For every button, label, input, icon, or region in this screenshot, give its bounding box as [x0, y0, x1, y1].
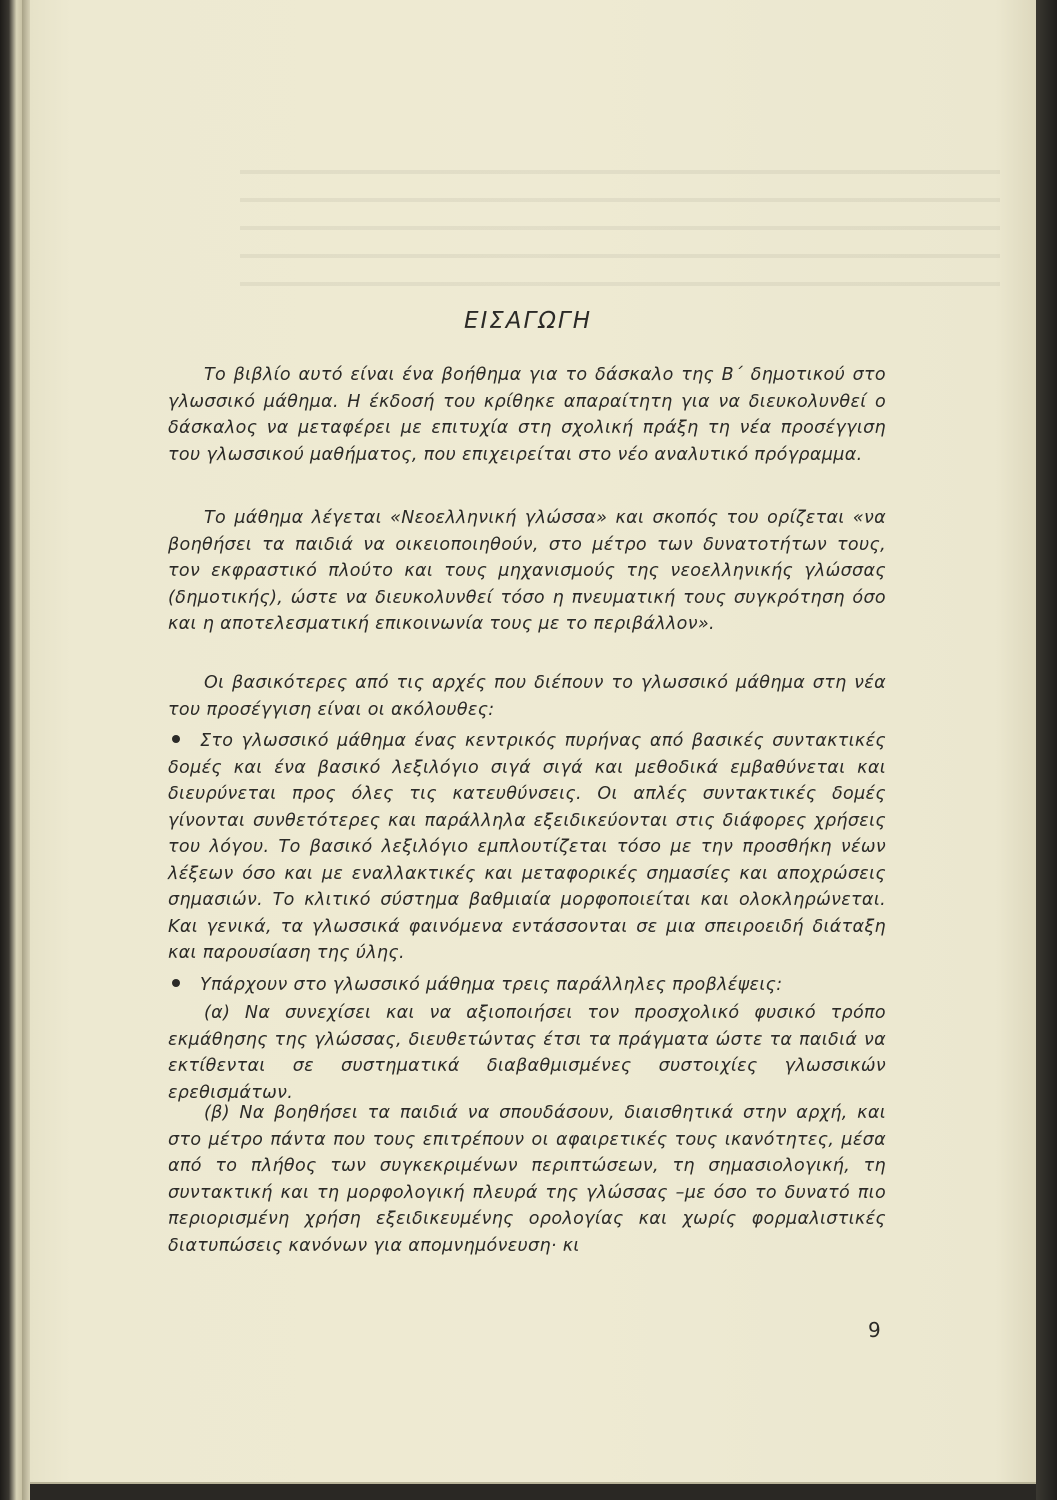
- paragraph-intro: Το βιβλίο αυτό είναι ένα βοήθημα για το δάσκαλο της Β΄ δημοτικού στο γλωσσικό μάθημα. Η έκδοσή του κρίθηκε απαραίτητη για να διευκολυνθεί ο δάσκαλος να μεταφέρει με επιτυχία στη σχολική πράξη τη νέα προσέγγιση του γλωσσικού μαθήματος, που επιχειρείται στο νέο αναλυτικό πρόγραμμα.: [168, 365, 886, 465]
- paragraph-aim: Το μάθημα λέγεται «Νεοελληνική γλώσσα» και σκοπός του ορίζεται «να βοηθήσει τα παιδιά να οικειοποιηθούν, στο μέτρο των δυνατοτήτων τους, τον εκφραστικό πλούτο και τους μηχανισμούς της νεοελληνικής γλώσσας (δημοτικής), ώστε να διευκολυνθεί τόσο η πνευματική τους συγκρότηση όσο και η αποτελεσματική επικοινωνία τους με το περιβάλλον».: [168, 508, 886, 634]
- paragraph-sub-b: (β) Να βοηθήσει τα παιδιά να σπουδάσουν, διαισθητικά στην αρχή, και στο μέτρο πάντα που τους επιτρέπουν οι αφαιρετικές τους ικανότητες, μέσα από το πλήθος των συγκεκριμένων περιπτώσεων, τη σημασιολογική, τη συντακτική και τη μορφολογική πλευρά της γλώσσας –με όσο το δυνατό πιο περιορισμένη χρήση εξειδικευμένης ορολογίας και χωρίς φορμαλιστικές διατυπώσεις κανόνων για απομνημόνευση· κι: [168, 1103, 886, 1256]
- bullet-text: Υπάρχουν στο γλωσσικό μάθημα τρεις παράλληλες προβλέψεις:: [200, 975, 783, 995]
- paragraph-principles: Οι βασικότερες από τις αρχές που διέπουν το γλωσσικό μάθημα στη νέα του προσέγγιση είναι οι ακόλουθες:: [168, 673, 886, 720]
- bullet-icon: [172, 979, 180, 987]
- bullet-icon: [172, 735, 180, 743]
- book-gutter: [22, 0, 30, 1500]
- bullet-text: Στο γλωσσικό μάθημα ένας κεντρικός πυρήνας από βασικές συντακτικές δομές και ένα βασικό λεξιλόγιο σιγά σιγά και μεθοδικά εμβαθύνεται και διευρύνεται προς όλες τις κατευθύνσεις. Οι απλές συντακτικές δομές γίνονται συνθετότερες και παράλληλα εξειδικεύονται στις διάφορες χρήσεις του λόγου. Το βασικό λεξιλόγιο εμπλουτίζεται τόσο με την προσθήκη νέων λέξεων όσο και με εναλλακτικές και μεταφορικές σημασίες και αποχρώσεις σημασιών. Το κλιτικό σύστημα βαθμιαία μορφοποιείται και ολοκληρώνεται. Και γενικά, τα γλωσσικά φαινόμενα εντάσσονται σε μια σπειροειδή διάταξη και παρουσίαση της ύλης.: [168, 731, 886, 963]
- page-number: 9: [868, 1318, 881, 1342]
- list-item: [168, 972, 886, 999]
- bleed-through-text: [240, 150, 1000, 310]
- page-title: ΕΙΣΑΓΩΓΗ: [463, 308, 593, 334]
- paragraph-sub-a: (α) Να συνεχίσει και να αξιοποιήσει τον προσχολικό φυσικό τρόπο εκμάθησης της γλώσσας, διευθετώντας έτσι τα πράγματα ώστε τα παιδιά να εκτίθενται σε συστηματικά διαβαθμισμένες συστοιχίες γλωσσικών ερεθισμάτων.: [168, 1003, 886, 1103]
- left-page-edge: [0, 0, 22, 1500]
- list-item: [168, 728, 886, 967]
- right-background: [1036, 0, 1057, 1500]
